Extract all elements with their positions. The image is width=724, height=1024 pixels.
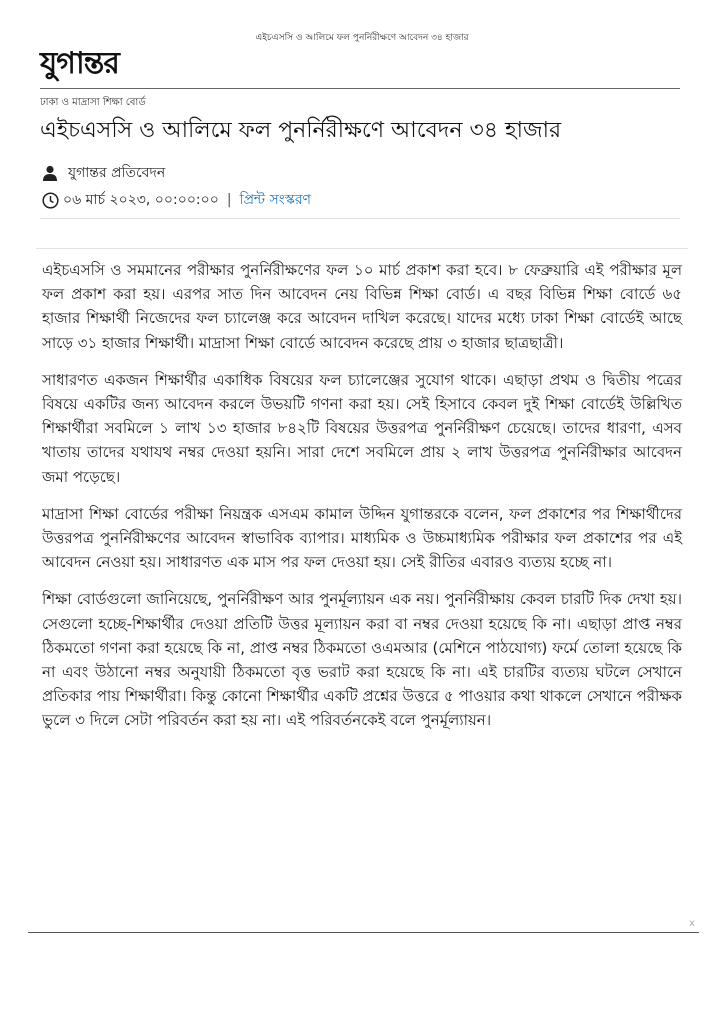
author-name: যুগান্তর প্রতিবেদন — [68, 165, 166, 181]
newspaper-logo[interactable]: যুগান্তর — [40, 46, 119, 81]
user-icon — [42, 165, 58, 181]
author-row — [42, 163, 165, 183]
publish-date: ০৬ মার্চ ২০২৩, ০০:০০:০০ — [63, 192, 219, 208]
article-paragraph: মাদ্রাসা শিক্ষা বোর্ডের পরীক্ষা নিয়ন্ত্রক এসএম কামাল উদ্দিন যুগান্তরকে বলেন, ফল প্রকাশের পর শিক্ষার্থীদের উত্তরপত্র পুনর্নিরীক্ষণের আবেদন স্বাভাবিক ব্যাপার। মাধ্যমিক ও উচ্চমাধ্যমিক পরীক্ষার ফল প্রকাশের পর এই আবেদন নেওয়া হয়। সাধারণত এক মাস পর ফল দেওয়া হয়। সেই রীতির এবারও ব্যত্যয় হচ্ছে না। — [42, 504, 682, 572]
page-title: এইচএসসি ও আলিমে ফল পুনর্নিরীক্ষণে আবেদন ৩৪ হাজার — [255, 33, 469, 43]
clock-icon — [42, 192, 59, 209]
footer-divider — [28, 932, 699, 933]
header-divider — [40, 88, 680, 89]
date-row — [42, 189, 311, 211]
meta-separator: | — [226, 192, 232, 208]
article-body — [42, 258, 682, 746]
meta-divider — [40, 218, 680, 219]
content-divider — [36, 248, 688, 249]
close-icon[interactable]: x — [689, 918, 695, 929]
print-edition-link[interactable]: প্রিন্ট সংস্করণ — [239, 192, 312, 208]
article-paragraph: সাধারণত একজন শিক্ষার্থীর একাধিক বিষয়ের ফল চ্যালেঞ্জের সুযোগ থাকে। এছাড়া প্রথম ও দ্বিতীয় পত্রের বিষয়ে একটির জন্য আবেদন করলে উভয়টি গণনা করা হয়। সেই হিসাবে কেবল দুই শিক্ষা বোর্ডেই উল্লিখিত শিক্ষার্থীরা সবমিলে ১ লাখ ১৩ হাজার ৮৪২টি বিষয়ের উত্তরপত্র পুনর্নিরীক্ষণ চেয়েছে। তাদের ধারণা, এসব খাতায় তাদের যথাযথ নম্বর দেওয়া হয়নি। সারা দেশে সবমিলে প্রায় ২ লাখ উত্তরপত্র পুনর্নিরীক্ষার আবেদন জমা পড়েছে। — [42, 370, 682, 486]
section-label: ঢাকা ও মাদ্রাসা শিক্ষা বোর্ড — [40, 97, 146, 108]
article-paragraph: এইচএসসি ও সমমানের পরীক্ষার পুনর্নিরীক্ষণের ফল ১০ মার্চ প্রকাশ করা হবে। ৮ ফেব্রুয়ারি এই পরীক্ষার মূল ফল প্রকাশ করা হয়। এরপর সাত দিন আবেদন নেয় বিভিন্ন শিক্ষা বোর্ড। এ বছর বিভিন্ন শিক্ষা বোর্ডে ৬৫ হাজার শিক্ষার্থী নিজেদের ফল চ্যালেঞ্জ করে আবেদন দাখিল করেছে। যাদের মধ্যে ঢাকা শিক্ষা বোর্ডেই আছে সাড়ে ৩১ হাজার শিক্ষার্থী। মাদ্রাসা শিক্ষা বোর্ডে আবেদন করেছে প্রায় ৩ হাজার ছাত্রছাত্রী। — [42, 261, 682, 352]
article-headline: এইচএসসি ও আলিমে ফল পুনর্নিরীক্ষণে আবেদন ৩৪ হাজার — [40, 118, 562, 143]
article-paragraph: শিক্ষা বোর্ডগুলো জানিয়েছে, পুনর্নিরীক্ষণ আর পুনর্মূল্যায়ন এক নয়। পুনর্নিরীক্ষায় কেবল চারটি দিক দেখা হয়। সেগুলো হচ্ছে-শিক্ষার্থীর দেওয়া প্রতিটি উত্তর মূল্যায়ন করা বা নম্বর দেওয়া হয়েছে কি না। এছাড়া প্রাপ্ত নম্বর ঠিকমতো গণনা করা হয়েছে কি না, প্রাপ্ত নম্বর ঠিকমতো ওএমআর (মেশিনে পাঠযোগ্য) ফর্মে তোলা হয়েছে কি না এবং উঠানো নম্বর অনুযায়ী ঠিকমতো বৃত্ত ভরাট করা হয়েছে কি না। এই চারটির ব্যত্যয় ঘটলে সেখানে প্রতিকার পায় শিক্ষার্থীরা। কিন্তু কোনো শিক্ষার্থীর একটি প্রশ্নের উত্তরে ৫ পাওয়ার কথা থাকলে সেখানে পরীক্ষক ভুলে ৩ দিলে সেটা পরিবর্তন করা হয় না। এই পরিবর্তনকেই বলে পুনর্মূল্যায়ন। — [42, 590, 682, 730]
